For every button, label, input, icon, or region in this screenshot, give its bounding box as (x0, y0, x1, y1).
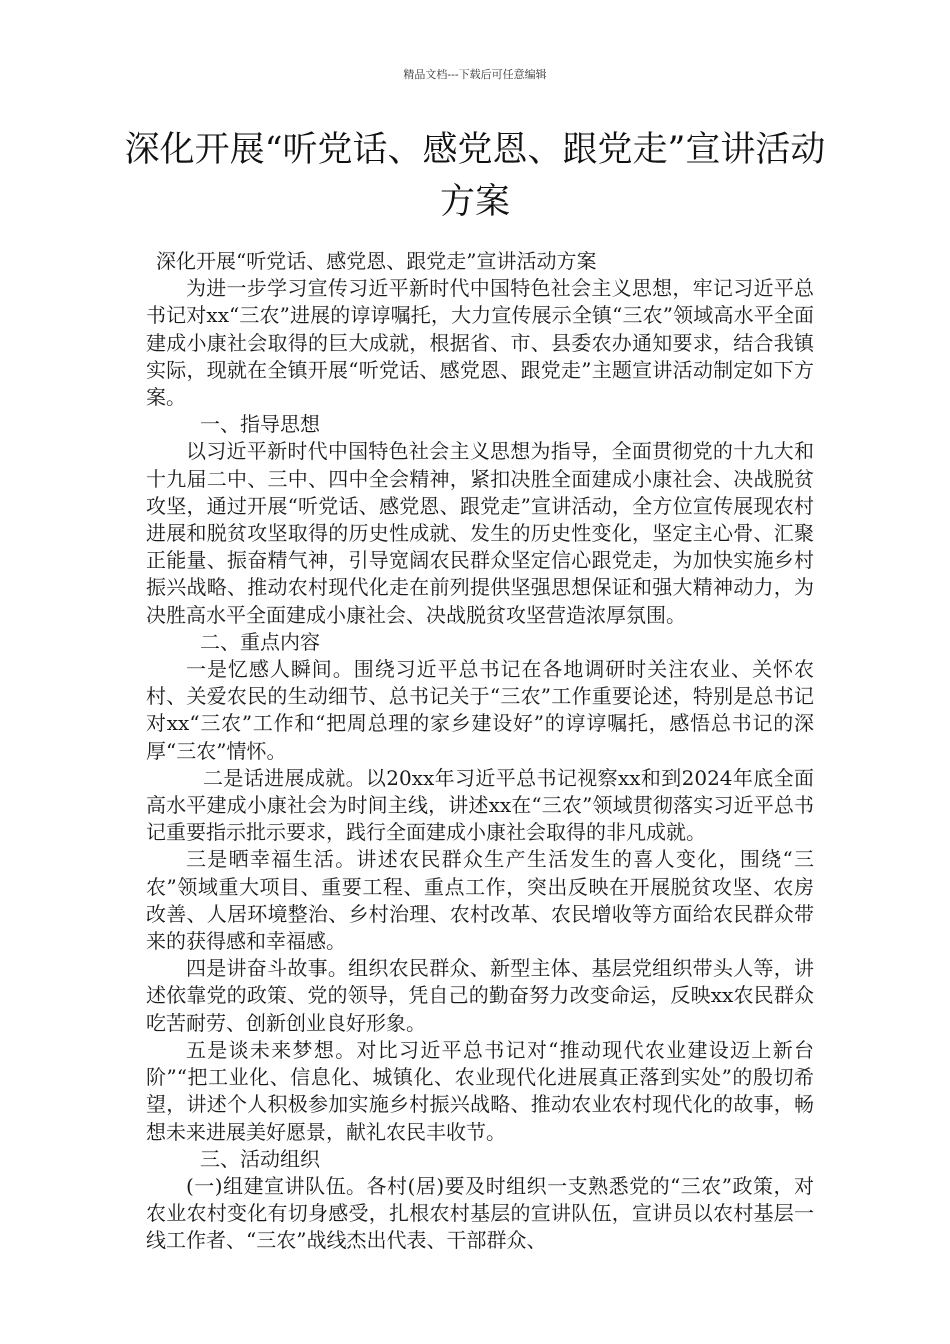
page-header-note: 精品文档---下载后可任意编辑 (403, 68, 547, 81)
body-paragraph-guiding-thought: 以习近平新时代中国特色社会主义思想为指导，全面贯彻党的十九大和十九届二中、三中、四中全会精神，紧扣决胜全面建成小康社会、决战脱贫攻坚，通过开展“听党话、感党恩、跟党走”宣讲活动，全方位宣传展现农村进展和脱贫攻坚取得的历史性成就、发生的历史性变化，坚定主心骨、汇聚正能量、振奋精气神，引导宽阔农民群众坚定信心跟党走，为加快实施乡村振兴战略、推动农村现代化走在前列提供坚强思想保证和强大精神动力，为决胜高水平全面建成小康社会、决战脱贫攻坚营造浓厚氛围。 (146, 439, 814, 627)
body-paragraph-item-2: 二是话进展成就。以20xx年习近平总书记视察xx和到2024年底全面高水平建成小康社会为时间主线，讲述xx在“三农”领域贯彻落实习近平总书记重要指示批示要求，践行全面建成小康社会取得的非凡成就。 (146, 765, 814, 845)
body-paragraph-organization-1: (一)组建宣讲队伍。各村(居)要及时组织一支熟悉党的“三农”政策，对农业农村变化有切身感受，扎根农村基层的宣讲队伍，宣讲员以农村基层一线工作者、“三农”战线杰出代表、干部群众、 (146, 1173, 814, 1253)
body-paragraph-item-1: 一是忆感人瞬间。围绕习近平总书记在各地调研时关注农业、关怀农村、关爱农民的生动细节、总书记关于“三农”工作重要论述，特别是总书记对xx“三农”工作和“把周总理的家乡建设好”的谆谆嘱托，感悟总书记的深厚“三农”情怀。 (146, 657, 814, 763)
document-title: 深化开展“听党话、感党恩、跟党走”宣讲活动方案 (124, 130, 826, 222)
body-paragraph-item-4: 四是讲奋斗故事。组织农民群众、新型主体、基层党组织带头人等，讲述依靠党的政策、党的领导，凭自己的勤奋努力改变命运，反映xx农民群众吃苦耐劳、创新创业良好形象。 (146, 956, 814, 1035)
section-heading-organization: 三、活动组织 (200, 1146, 320, 1171)
section-heading-guiding-thought: 一、指导思想 (200, 412, 320, 437)
section-heading-key-content: 二、重点内容 (200, 629, 320, 654)
body-paragraph-item-5: 五是谈未来梦想。对比习近平总书记对“推动现代农业建设迈上新台阶”“把工业化、信息化、城镇化、农业现代化进展真正落到实处”的殷切希望，讲述个人积极参加实施乡村振兴战略、推动农业农村现代化的故事，畅想未来进展美好愿景，献礼农民丰收节。 (146, 1037, 814, 1144)
body-paragraph-intro: 为进一步学习宣传习近平新时代中国特色社会主义思想，牢记习近平总书记对xx“三农”进展的谆谆嘱托，大力宣传展示全镇“三农”领域高水平全面建成小康社会取得的巨大成就，根据省、市、县委农办通知要求，结合我镇实际，现就在全镇开展“听党话、感党恩、跟党走”主题宣讲活动制定如下方案。 (146, 276, 814, 410)
document-body (146, 248, 814, 1255)
body-paragraph-subtitle: 深化开展“听党话、感党恩、跟党走”宣讲活动方案 (156, 249, 597, 273)
body-paragraph-item-3: 三是晒幸福生活。讲述农民群众生产生活发生的喜人变化，围绕“三农”领域重大项目、重要工程、重点工作，突出反映在开展脱贫攻坚、农房改善、人居环境整治、乡村治理、农村改革、农民增收等方面给农民群众带来的获得感和幸福感。 (146, 847, 814, 954)
